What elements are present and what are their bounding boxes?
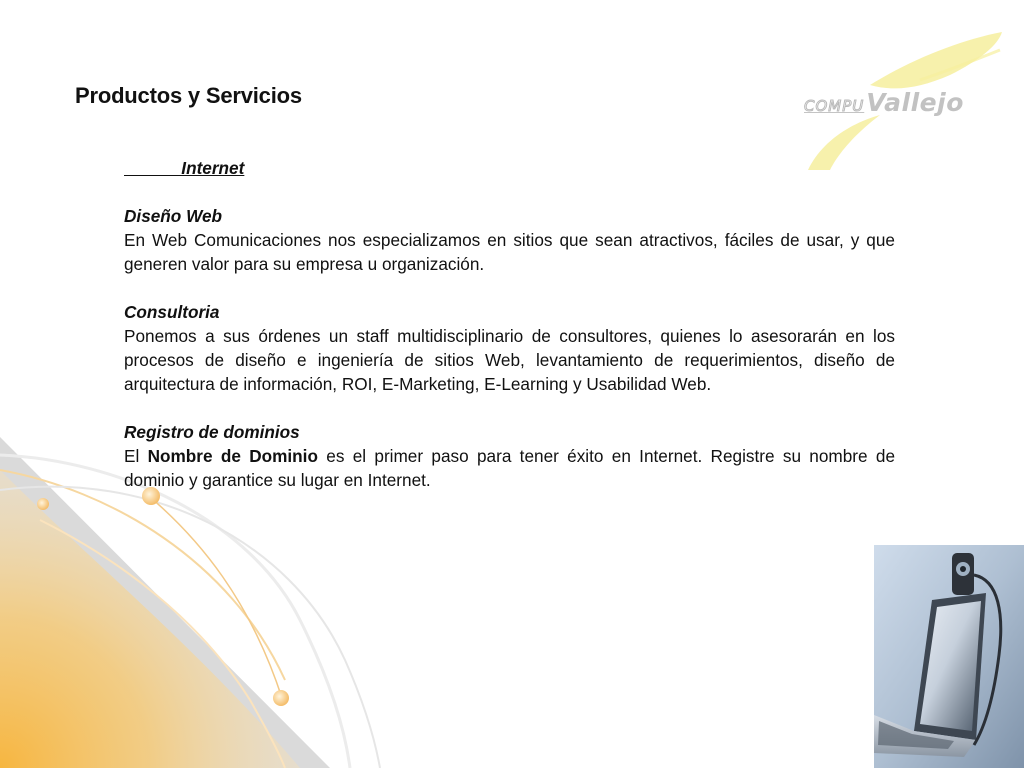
logo-swoosh-upper xyxy=(870,32,1002,88)
section-heading xyxy=(124,156,895,180)
logo-text-vallejo: Vallejo xyxy=(866,88,964,117)
description-suffix: es el primer paso para tener éxito en Internet. Registre su nombre de dominio y garantice su lugar en Internet. xyxy=(124,446,896,490)
service-block-consulting xyxy=(124,300,895,396)
laptop-with-webcam-icon xyxy=(874,545,1024,768)
service-description xyxy=(124,444,895,492)
service-description: En Web Comunicaciones nos especializamos en sitios que sean atractivos, fáciles de usar, y que generen valor para su empresa u organización. xyxy=(124,230,895,274)
logo-text-compu: COMPU xyxy=(804,97,865,115)
service-block-domains xyxy=(124,420,895,492)
description-prefix: El xyxy=(124,446,148,466)
webcam-lens-center xyxy=(960,566,966,572)
domain-name-emphasis: Nombre de Dominio xyxy=(147,446,318,466)
orange-glow-shape xyxy=(0,470,300,768)
service-block-web-design xyxy=(124,204,895,276)
laptop-photo xyxy=(874,545,1024,768)
service-title: Registro de dominios xyxy=(124,422,300,442)
company-logo xyxy=(804,88,964,116)
section-heading-text: Internet xyxy=(124,158,245,178)
services-content xyxy=(124,156,895,492)
orange-dot xyxy=(37,498,49,510)
service-title: Diseño Web xyxy=(124,206,223,226)
service-title: Consultoria xyxy=(124,302,220,322)
orange-dot xyxy=(273,690,289,706)
service-description: Ponemos a sus órdenes un staff multidisciplinario de consultores, quienes lo asesorarán en los procesos de diseño e ingeniería de sitios Web, levantamiento de requerimientos, diseño de arquitectura de información, ROI, E-Marketing, E-Learning y Usabilidad Web. xyxy=(124,326,895,394)
page-title: Productos y Servicios xyxy=(75,83,302,108)
